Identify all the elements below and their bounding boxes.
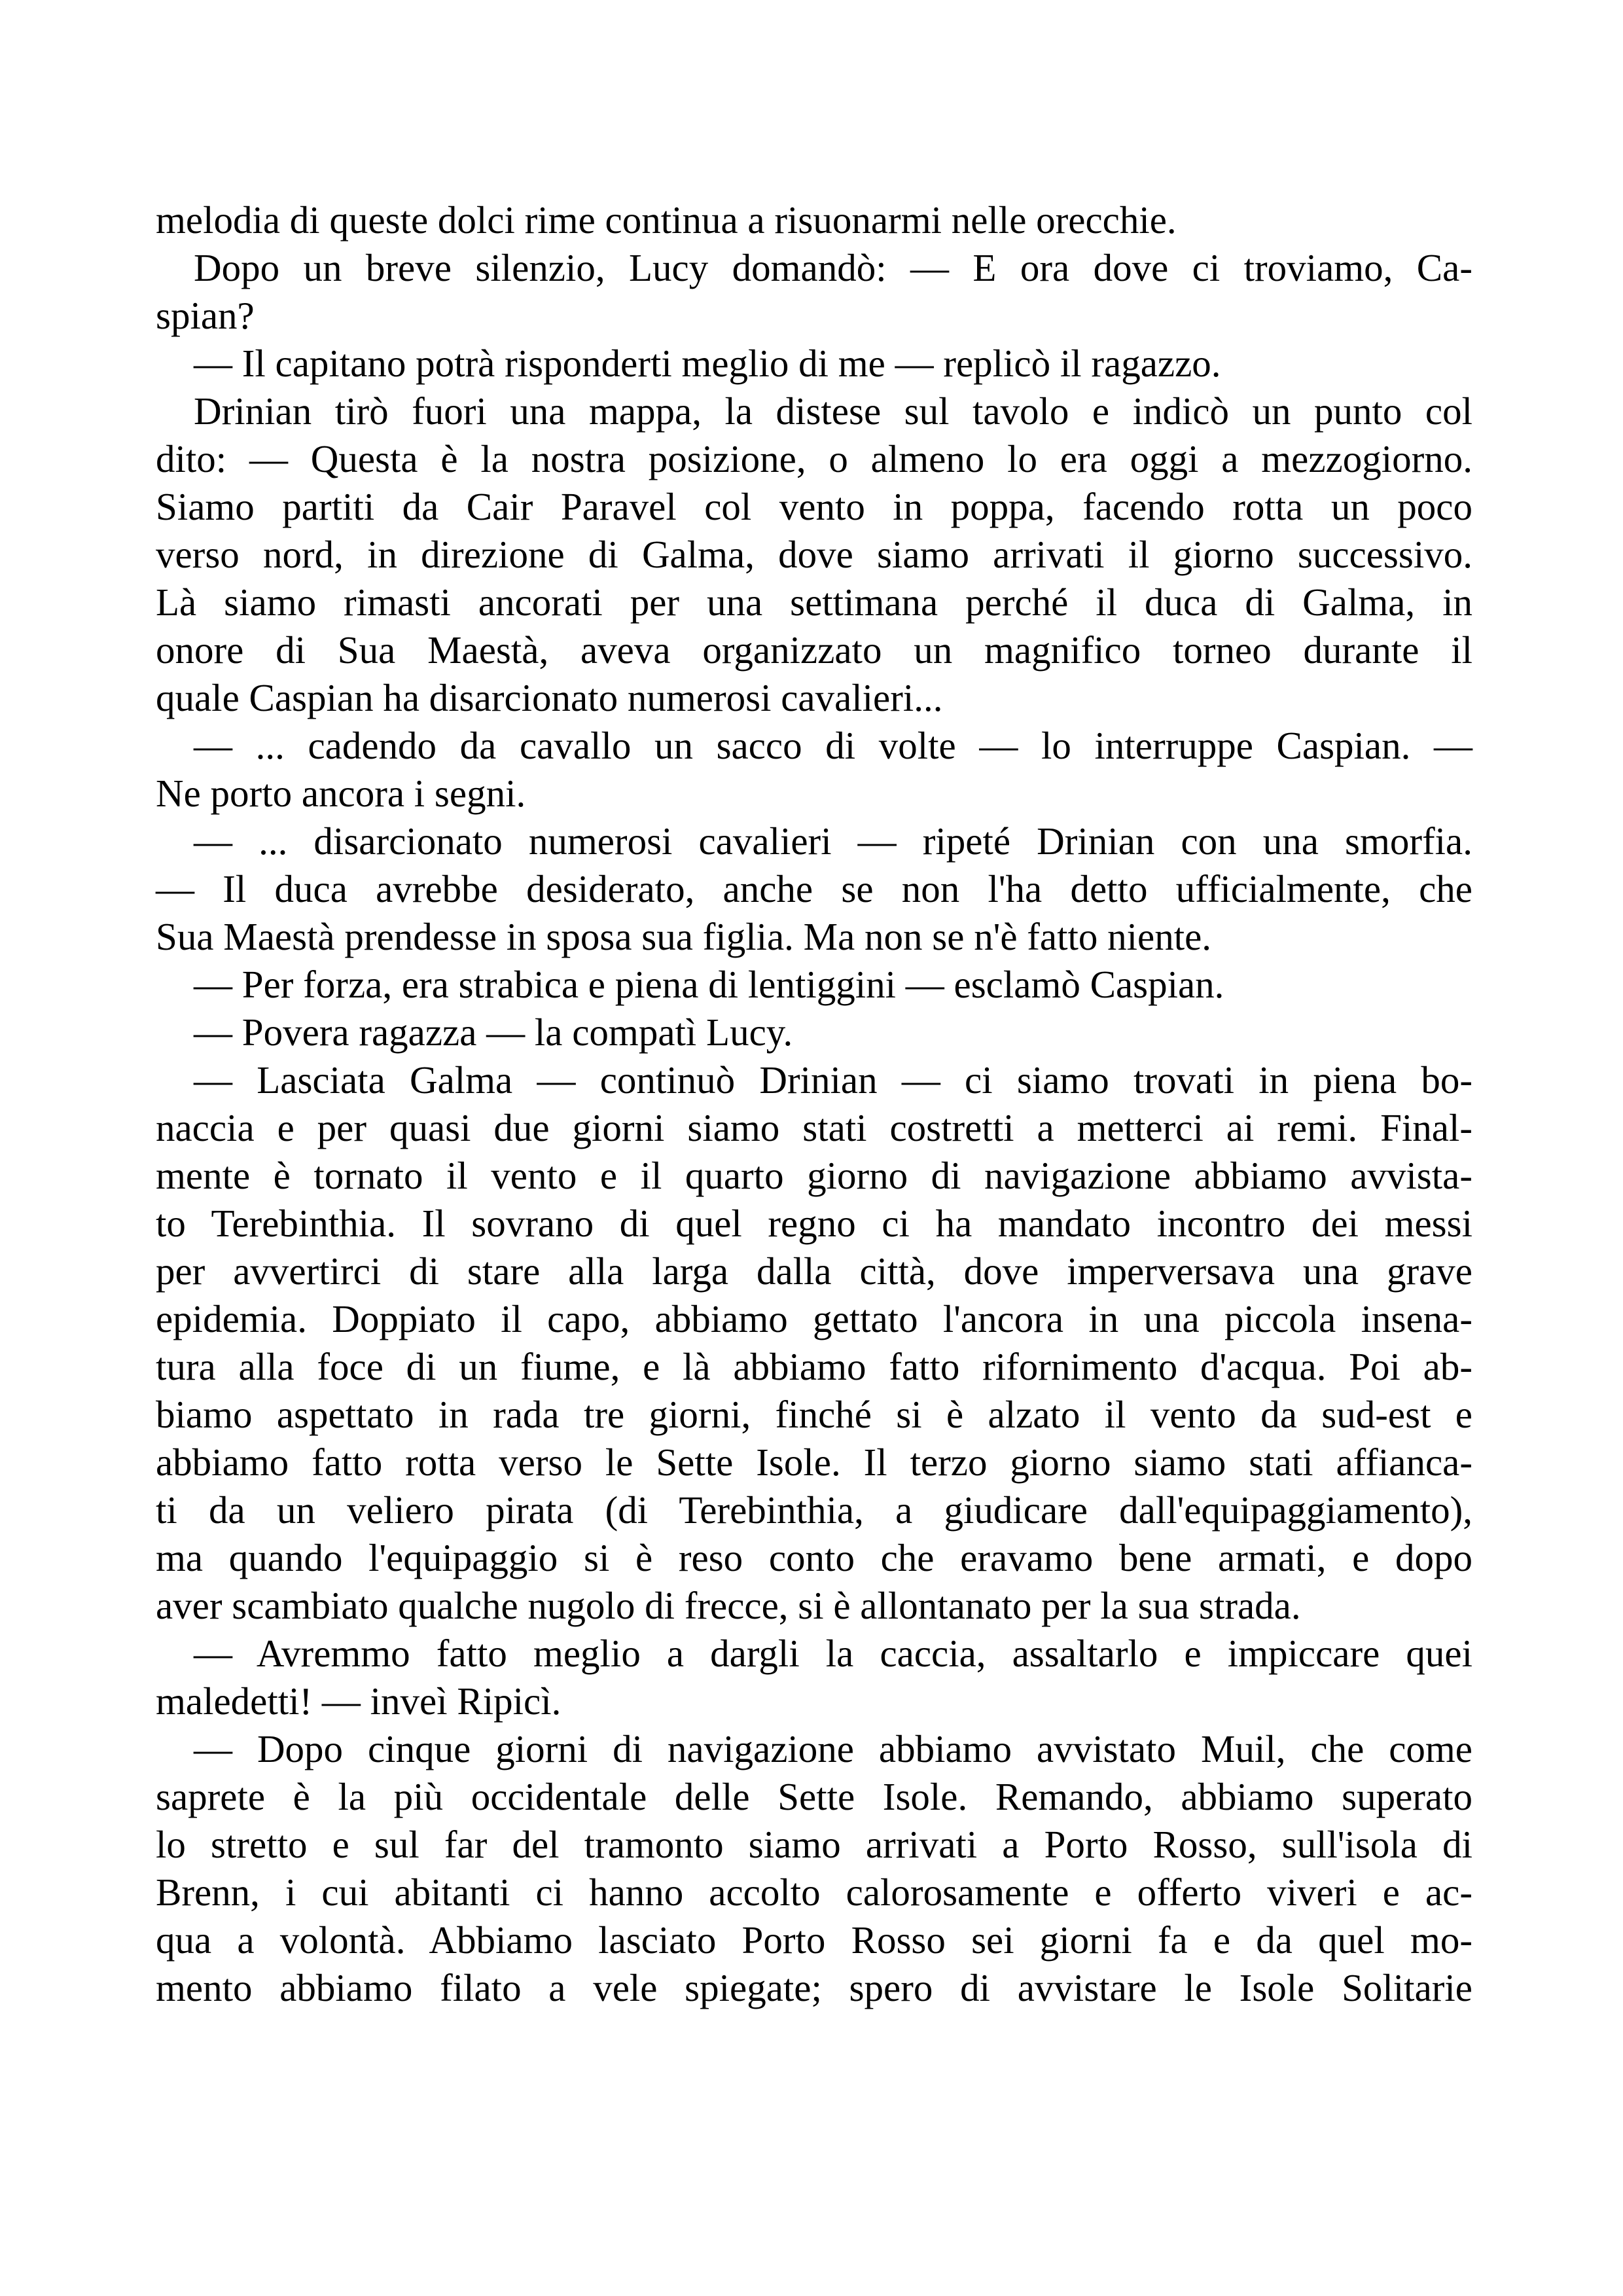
text-line: aver scambiato qualche nugolo di frecce, si è allontanato per la sua strada. bbox=[156, 1584, 1301, 1627]
text-line: — Lasciata Galma — continuò Drinian — ci siamo trovati in piena bo- bbox=[194, 1058, 1472, 1102]
text-line: quale Caspian ha disarcionato numerosi cavalieri... bbox=[156, 676, 943, 719]
text-line: Sua Maestà prendesse in sposa sua figlia. Ma non se n'è fatto niente. bbox=[156, 915, 1212, 958]
text-line: — ... disarcionato numerosi cavalieri — ripeté Drinian con una smorfia. bbox=[194, 819, 1472, 863]
text-line: mento abbiamo filato a vele spiegate; spero di avvistare le Isole Solitarie bbox=[156, 1966, 1472, 2009]
text-line: ti da un veliero pirata (di Terebinthia, a giudicare dall'equipaggiamento), bbox=[156, 1488, 1472, 1532]
text-line: — Povera ragazza — la compatì Lucy. bbox=[194, 1011, 793, 1054]
text-line: Dopo un breve silenzio, Lucy domandò: — E ora dove ci troviamo, Ca- bbox=[194, 246, 1472, 289]
text-line: mente è tornato il vento e il quarto giorno di navigazione abbiamo avvista- bbox=[156, 1154, 1472, 1197]
text-line: — ... cadendo da cavallo un sacco di volte — lo interruppe Caspian. — bbox=[194, 724, 1472, 767]
text-line: onore di Sua Maestà, aveva organizzato un magnifico torneo durante il bbox=[156, 628, 1472, 672]
text-line: biamo aspettato in rada tre giorni, finché si è alzato il vento da sud-est e bbox=[156, 1393, 1472, 1436]
text-line: Ne porto ancora i segni. bbox=[156, 772, 526, 815]
text-line: maledetti! — inveì Ripicì. bbox=[156, 1679, 562, 1723]
text-line: dito: — Questa è la nostra posizione, o almeno lo era oggi a mezzogiorno. bbox=[156, 437, 1472, 480]
text-line: naccia e per quasi due giorni siamo stati costretti a metterci ai remi. Final- bbox=[156, 1106, 1472, 1149]
text-line: to Terebinthia. Il sovrano di quel regno ci ha mandato incontro dei messi bbox=[156, 1202, 1472, 1245]
text-line: Siamo partiti da Cair Paravel col vento in poppa, facendo rotta un poco bbox=[156, 485, 1472, 528]
text-line: — Avremmo fatto meglio a dargli la caccia, assaltarlo e impiccare quei bbox=[194, 1632, 1472, 1675]
text-line: Brenn, i cui abitanti ci hanno accolto calorosamente e offerto viveri e ac- bbox=[156, 1871, 1472, 1914]
text-line: epidemia. Doppiato il capo, abbiamo gettato l'ancora in una piccola insena- bbox=[156, 1297, 1472, 1340]
text-line: tura alla foce di un fiume, e là abbiamo fatto rifornimento d'acqua. Poi ab- bbox=[156, 1345, 1472, 1388]
text-line: ma quando l'equipaggio si è reso conto che eravamo bene armati, e dopo bbox=[156, 1536, 1472, 1579]
text-line: spian? bbox=[156, 294, 255, 337]
text-line: abbiamo fatto rotta verso le Sette Isole. Il terzo giorno siamo stati affianca- bbox=[156, 1441, 1472, 1484]
text-line: melodia di queste dolci rime continua a risuonarmi nelle orecchie. bbox=[156, 198, 1177, 242]
text-line: Drinian tirò fuori una mappa, la distese sul tavolo e indicò un punto col bbox=[194, 389, 1472, 433]
text-line: lo stretto e sul far del tramonto siamo arrivati a Porto Rosso, sull'isola di bbox=[156, 1823, 1472, 1866]
text-line: — Il duca avrebbe desiderato, anche se non l'ha detto ufficialmente, che bbox=[156, 867, 1472, 910]
text-line: — Per forza, era strabica e piena di lentiggini — esclamò Caspian. bbox=[194, 963, 1224, 1006]
text-line: — Dopo cinque giorni di navigazione abbiamo avvistato Muil, che come bbox=[194, 1727, 1472, 1770]
text-line: per avvertirci di stare alla larga dalla città, dove imperversava una grave bbox=[156, 1249, 1472, 1293]
text-line: verso nord, in direzione di Galma, dove siamo arrivati il giorno successivo. bbox=[156, 533, 1472, 576]
text-line: saprete è la più occidentale delle Sette Isole. Remando, abbiamo superato bbox=[156, 1775, 1472, 1818]
text-line: Là siamo rimasti ancorati per una settimana perché il duca di Galma, in bbox=[156, 581, 1472, 624]
book-page bbox=[156, 196, 1472, 2012]
text-line: — Il capitano potrà risponderti meglio di me — replicò il ragazzo. bbox=[194, 342, 1221, 385]
text-line: qua a volontà. Abbiamo lasciato Porto Rosso sei giorni fa e da quel mo- bbox=[156, 1918, 1472, 1962]
